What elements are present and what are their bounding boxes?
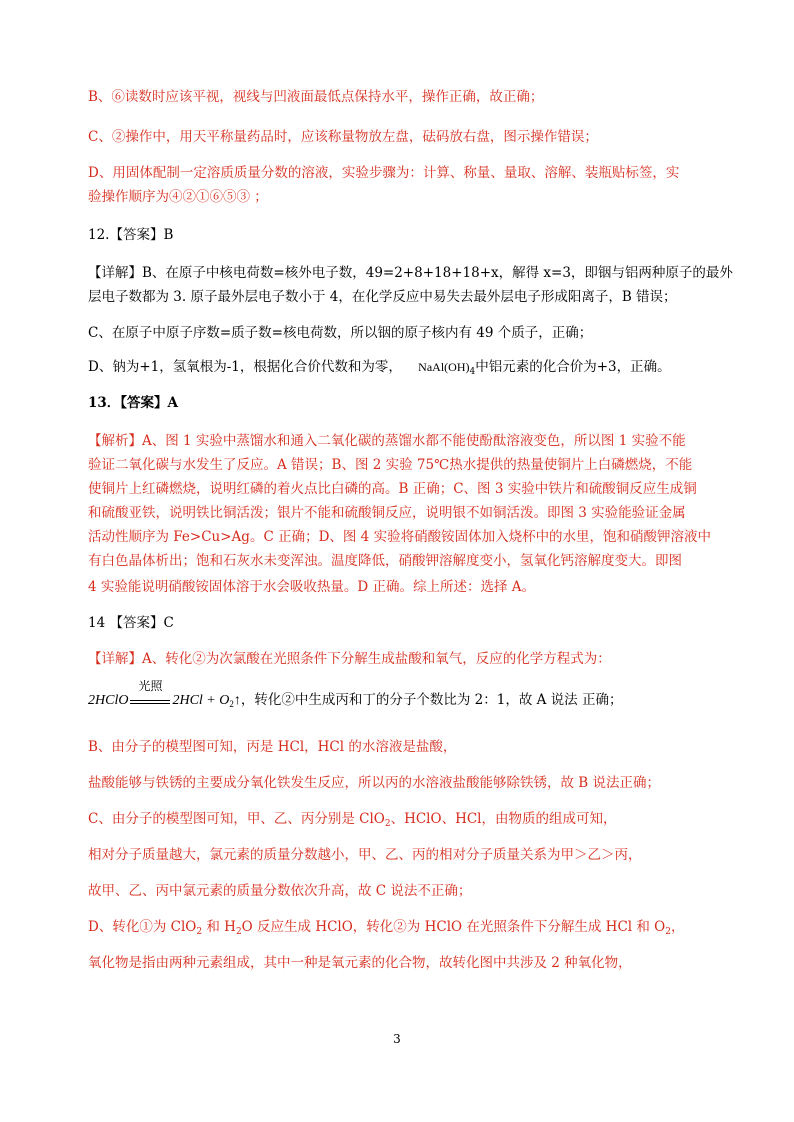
q14-d-3: O 反应生成 HClO，转化②为 HClO 在光照条件下分解生成 HCl 和 O: [241, 919, 666, 935]
q12-d-tail: 中铝元素的化合价为+3，正确。: [475, 359, 671, 375]
clo2-sub: 2: [384, 819, 391, 829]
q14-detail-b2: 盐酸能够与铁锈的主要成分氧化铁发生反应，所以丙的水溶液盐酸能够除铁锈，故 B 说法正确；: [88, 775, 661, 791]
q14-d-2: 和 H: [202, 919, 236, 935]
q13-analysis-6: 有白色晶体析出；饱和石灰水未变浑浊。温度降低，硝酸钾溶解度变小，氢氧化钙溶解度变大。即图: [88, 553, 682, 569]
q14-detail-b: B、由分子的模型图可知，丙是 HCl，HCl 的水溶液是盐酸，: [88, 739, 457, 755]
q12-detail-b: 【详解】B、在原子中核电荷数=核外电子数，49=2+8+18+18+x，解得 x=3，即铟与铝两种原子的最外: [88, 265, 733, 281]
eq-gas-arrow: ↑: [233, 693, 241, 708]
q14-detail-d2: 氧化物是指由两种元素组成，其中一种是氧元素的化合物，故转化图中共涉及 2 种氧化物，: [88, 955, 632, 971]
eq-reactant: 2HClO: [88, 693, 129, 708]
q12-detail-b2: 层电子数都为 3. 原子最外层电子数小于 4，在化学反应中易失去最外层电子形成阳离子，B 错误；: [88, 289, 677, 305]
q14-c-text: C、由分子的模型图可知，甲、乙、丙分别是 ClO: [88, 811, 385, 827]
q12-detail-c: C、在原子中原子序数=质子数=核电荷数，所以铟的原子核内有 49 个质子，正确；: [88, 325, 593, 341]
eq-condition-arrow: [130, 679, 170, 704]
eq-product: 2HCl + O: [172, 693, 230, 708]
line-b-6: B、⑥读数时应该平视，视线与凹液面最低点保持水平，操作正确，故正确；: [88, 89, 544, 105]
q14-d-sub3: 2: [665, 927, 671, 937]
line-d-order: 验操作顺序为④②①⑥⑤③ ；: [88, 189, 268, 205]
q14-detail-c3: 故甲、乙、丙中氯元素的质量分数依次升高，故 C 说法不正确；: [88, 883, 472, 899]
q14-d-sub2: 2: [235, 927, 242, 937]
eq-condition: 光照: [138, 679, 163, 693]
q13-analysis-1: 【解析】A、图 1 实验中蒸馏水和通入二氧化碳的蒸馏水都不能使酚酞溶液变色，所以图 1 实验不能: [88, 433, 686, 449]
page-number: 3: [393, 1032, 401, 1046]
q13-analysis-4: 和硫酸亚铁，说明铁比铜活泼；银片不能和硫酸铜反应，说明银不如铜活泼。即图 3 实验能验证金属: [88, 505, 686, 521]
q13-analysis-2: 验证二氧化碳与水发生了反应。A 错误；B、图 2 实验 75℃热水提供的热量使铜片上白磷燃烧，不能: [88, 457, 693, 473]
q14-detail-d: [88, 918, 684, 941]
q14-detail-c2: 相对分子质量越大，氯元素的质量分数越小，甲、乙、丙的相对分子质量关系为甲＞乙＞丙，: [88, 847, 642, 863]
q12-detail-d: [88, 358, 671, 381]
chemical-equation: [88, 679, 623, 709]
q14-d-sub1: 2: [196, 927, 203, 937]
eq-o2-sub: 2: [229, 699, 234, 709]
q12-answer: 12.【答案】B: [88, 227, 174, 243]
line-d-steps: D、用固体配制一定溶质质量分数的溶液，实验步骤为：计算、称量、量取、溶解、装瓶贴标签，实: [88, 165, 680, 181]
q13-analysis-5: 活动性顺序为 Fe>Cu>Ag。C 正确；D、图 4 实验将硝酸铵固体加入烧杯中的水里，饱和硝酸钾溶液中: [88, 529, 712, 545]
eq-tail: ，转化②中生成丙和丁的分子个数比为 2：1，故 A 说法 正确；: [240, 692, 623, 708]
q14-detail-a: 【详解】A、转化②为次氯酸在光照条件下分解生成盐酸和氧气，反应的化学方程式为：: [88, 651, 611, 667]
naaloh-sub: 4: [469, 367, 476, 377]
q14-answer: 14 【答案】C: [88, 615, 174, 631]
q14-d-4: ，: [670, 919, 685, 935]
q14-detail-c: [88, 810, 617, 833]
q13-analysis-7: 4 实验能说明硝酸铵固体溶于水会吸收热量。D 正确。综上所述：选择 A。: [88, 579, 536, 595]
line-c-2: C、②操作中，用天平称量药品时，应该称量物放左盘，砝码放右盘，图示操作错误；: [88, 129, 598, 145]
q12-d-text: D、钠为+1，氢氧根为-1，根据化合价代数和为零，: [88, 359, 402, 375]
q13-answer: 13．【答案】A: [88, 395, 179, 411]
q14-d-1: D、转化①为 ClO: [88, 919, 197, 935]
naaloh-formula: NaAl(OH): [418, 360, 470, 374]
q13-analysis-3: 使铜片上红磷燃烧，说明红磷的着火点比白磷的高。B 正确；C、图 3 实验中铁片和硫酸铜反应生成铜: [88, 481, 697, 497]
q14-c-tail: 、HClO、HCl，由物质的组成可知，: [390, 811, 617, 827]
